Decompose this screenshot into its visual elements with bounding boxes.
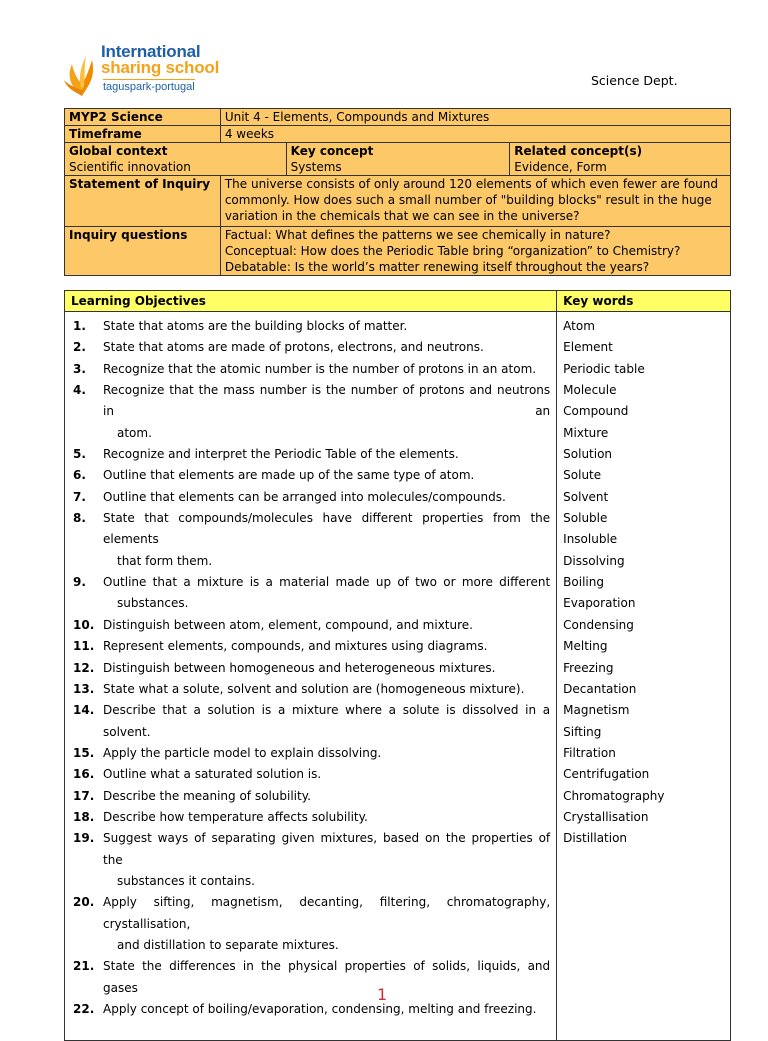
objective-number: 17. [73, 788, 95, 803]
timeframe-label: Timeframe [65, 126, 221, 143]
objective-text: Recognize that the mass number is the number of protons and neutrons in an [103, 383, 551, 419]
objective-text: Suggest ways of separating given mixtures, based on the properties of the [103, 831, 551, 867]
keywords-header: Key words [557, 291, 731, 312]
objective-text: Outline that elements can be arranged into molecules/compounds. [103, 489, 506, 504]
objective-text: Apply sifting, magnetism, decanting, filtering, chromatography, crystallisation, [103, 895, 551, 931]
keyword-item: Evaporation [563, 596, 636, 611]
global-context-value: Scientific innovation [69, 160, 191, 174]
objective-number: 9. [73, 575, 86, 590]
objective-number: 12. [73, 660, 95, 675]
department-label: Science Dept. [591, 73, 678, 88]
objective-text: Recognize and interpret the Periodic Table of the elements. [103, 447, 459, 462]
keyword-item: Soluble [563, 511, 608, 526]
global-context-cell [65, 143, 287, 176]
inquiry-conceptual: Conceptual: How does the Periodic Table bring “organization” to Chemistry? [224, 244, 681, 258]
objective-item [71, 636, 550, 657]
keyword-item: Solution [563, 447, 613, 462]
objective-number: 1. [73, 319, 86, 333]
keyword-item: Dissolving [563, 553, 625, 568]
objective-text: Apply concept of boiling/evaporation, condensing, melting and freezing. [103, 1002, 537, 1016]
objective-number: 6. [73, 468, 86, 483]
keyword-item: Freezing [563, 660, 614, 675]
objective-text: Represent elements, compounds, and mixtures using diagrams. [103, 639, 488, 654]
objective-number: 19. [73, 831, 95, 846]
objective-item [71, 807, 550, 828]
key-concept-label: Key concept [290, 144, 374, 158]
objective-item [71, 956, 550, 999]
logo-line2: sharing school [101, 58, 220, 77]
unit-info-table [64, 108, 731, 276]
inquiry-label: Inquiry questions [65, 227, 221, 276]
keyword-item: Magnetism [563, 703, 630, 718]
objective-continuation: substances. [117, 596, 189, 611]
objective-text: State what a solute, solvent and solution are (homogeneous mixture). [103, 681, 525, 696]
objective-item [71, 572, 550, 593]
objective-number: 15. [73, 745, 95, 760]
objective-number: 22. [73, 1002, 95, 1016]
objective-item [71, 679, 550, 700]
objective-text: Describe that a solution is a mixture where a solute is dissolved in a solvent. [103, 703, 551, 739]
objective-item [71, 508, 550, 551]
objective-number: 5. [73, 447, 86, 462]
objective-text: Distinguish between atom, element, compound, and mixture. [103, 617, 473, 632]
objective-number: 21. [73, 959, 95, 974]
objective-number: 13. [73, 681, 95, 696]
keyword-item: Condensing [563, 617, 634, 632]
keyword-item: Molecule [563, 383, 617, 398]
keyword-item: Filtration [563, 745, 616, 760]
objective-item [71, 359, 550, 380]
key-concept-value: Systems [290, 160, 342, 174]
objective-item [71, 764, 550, 785]
objective-text: Distinguish between homogeneous and heterogeneous mixtures. [103, 660, 496, 675]
keyword-item: Sifting [563, 724, 602, 739]
objective-number: 8. [73, 511, 86, 526]
keyword-item: Crystallisation [563, 809, 649, 824]
objective-number: 20. [73, 895, 95, 910]
related-concept-label: Related concept(s) [514, 144, 643, 158]
logo-line1: International [101, 42, 201, 61]
objective-item [71, 615, 550, 636]
unit-title: Unit 4 - Elements, Compounds and Mixtures [220, 109, 730, 126]
objective-item [71, 444, 550, 465]
objectives-header: Learning Objectives [65, 291, 557, 312]
course-label: MYP2 Science [65, 109, 221, 126]
objective-number: 4. [73, 383, 86, 398]
objective-continuation: atom. [117, 425, 152, 440]
objective-number: 7. [73, 489, 86, 504]
inquiry-questions [220, 227, 730, 276]
objective-text: Outline that a mixture is a material made up of two or more different [103, 575, 551, 590]
keyword-item: Compound [563, 404, 629, 419]
objective-item [71, 786, 550, 807]
keyword-item: Boiling [563, 575, 604, 590]
keyword-item: Centrifugation [563, 767, 650, 782]
objective-number: 11. [73, 639, 95, 654]
objective-number: 2. [73, 340, 86, 355]
objective-text: Recognize that the atomic number is the number of protons in an atom. [103, 361, 537, 376]
soi-label: Statement of Inquiry [65, 176, 221, 227]
objective-item [71, 700, 550, 743]
inquiry-debatable: Debatable: Is the world’s matter renewing itself throughout the years? [224, 260, 650, 274]
objective-text: Describe the meaning of solubility. [103, 788, 311, 803]
objective-item [71, 487, 550, 508]
objective-number: 3. [73, 361, 86, 376]
keyword-item: Atom [563, 319, 595, 333]
objective-continuation: and distillation to separate mixtures. [117, 937, 339, 952]
objective-number: 14. [73, 703, 95, 718]
objective-item [71, 380, 550, 423]
keyword-item: Periodic table [563, 361, 645, 376]
objective-number: 18. [73, 809, 95, 824]
objective-item [71, 999, 550, 1020]
key-concept-cell [286, 143, 510, 176]
objective-text: State that atoms are the building blocks of matter. [103, 319, 408, 333]
objectives-table [64, 290, 731, 1041]
objective-text: Outline that elements are made up of the same type of atom. [103, 468, 475, 483]
logo-line3: taguspark-portugal [103, 81, 195, 93]
keyword-item: Insoluble [563, 532, 618, 547]
objective-item [71, 316, 550, 337]
objective-item [71, 658, 550, 679]
keyword-item: Element [563, 340, 613, 355]
objective-text: Describe how temperature affects solubility. [103, 809, 368, 824]
keyword-item: Solvent [563, 489, 609, 504]
objective-continuation: that form them. [117, 553, 213, 568]
related-concept-value: Evidence, Form [514, 160, 607, 174]
keyword-item: Melting [563, 639, 608, 654]
keywords-list [557, 312, 731, 1041]
objective-item [71, 743, 550, 764]
keyword-item: Distillation [563, 831, 628, 846]
school-logo [62, 42, 232, 102]
global-context-label: Global context [69, 144, 168, 158]
keyword-item: Chromatography [563, 788, 665, 803]
page-number: 1 [377, 985, 388, 1004]
timeframe-value: 4 weeks [220, 126, 730, 143]
objectives-list [65, 312, 557, 1041]
keyword-item: Solute [563, 468, 602, 483]
objective-text: Apply the particle model to explain dissolving. [103, 745, 382, 760]
objective-number: 16. [73, 767, 95, 782]
objective-text: State that atoms are made of protons, electrons, and neutrons. [103, 340, 484, 355]
objective-item [71, 892, 550, 935]
keyword-item: Decantation [563, 681, 637, 696]
objective-text: Outline what a saturated solution is. [103, 767, 322, 782]
objective-text: State that compounds/molecules have different properties from the elements [103, 511, 551, 547]
inquiry-factual: Factual: What defines the patterns we see chemically in nature? [224, 228, 611, 242]
objective-number: 10. [73, 617, 95, 632]
soi-text: The universe consists of only around 120 elements of which even fewer are found commonly. How does such a small number of "building blocks" result in the huge variation in the chemicals that we can see in the universe? [220, 176, 730, 227]
flame-logo-icon [62, 50, 102, 98]
objective-item [71, 337, 550, 358]
related-concept-cell [510, 143, 731, 176]
objective-continuation: substances it contains. [117, 873, 255, 888]
objective-item [71, 828, 550, 871]
objective-item [71, 465, 550, 486]
objective-text: State the differences in the physical properties of solids, liquids, and gases [103, 959, 551, 995]
keyword-item: Mixture [563, 425, 609, 440]
